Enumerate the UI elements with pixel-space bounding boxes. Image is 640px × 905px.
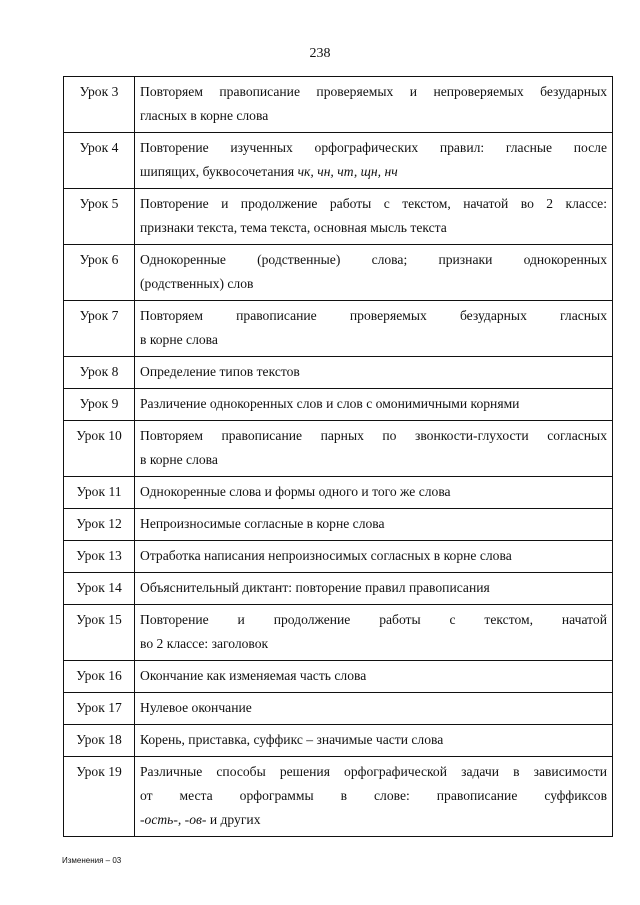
lesson-topic: Непроизносимые согласные в корне слова — [135, 509, 613, 541]
lesson-number: Урок 9 — [64, 389, 135, 421]
lesson-topic: Окончание как изменяемая часть слова — [135, 661, 613, 693]
lesson-topic: Повторяем правописание парных по звонкости-глухости согласных в корне слова — [135, 421, 613, 477]
lesson-topic: Отработка написания непроизносимых согласных в корне слова — [135, 541, 613, 573]
table-row — [64, 605, 613, 661]
lesson-number: Урок 4 — [64, 133, 135, 189]
lesson-number: Урок 18 — [64, 725, 135, 757]
table-row — [64, 357, 613, 389]
lesson-topic: Повторение и продолжение работы с текстом, начатой во 2 классе: заголовок — [135, 605, 613, 661]
lesson-topic: Объяснительный диктант: повторение правил правописания — [135, 573, 613, 605]
lesson-topic: Повторение и продолжение работы с текстом, начатой во 2 классе: признаки текста, тема текста, основная мысль текста — [135, 189, 613, 245]
lesson-number: Урок 12 — [64, 509, 135, 541]
lesson-topic: Однокоренные (родственные) слова; признаки однокоренных (родственных) слов — [135, 245, 613, 301]
lesson-topic: Различение однокоренных слов и слов с омонимичными корнями — [135, 389, 613, 421]
table-row — [64, 77, 613, 133]
page-number: 238 — [309, 46, 331, 61]
table-row — [64, 541, 613, 573]
lesson-number: Урок 8 — [64, 357, 135, 389]
table-row — [64, 421, 613, 477]
lesson-number: Урок 14 — [64, 573, 135, 605]
table-row — [64, 693, 613, 725]
lesson-topic: Корень, приставка, суффикс – значимые части слова — [135, 725, 613, 757]
lesson-number: Урок 13 — [64, 541, 135, 573]
table-row — [64, 301, 613, 357]
lesson-topic: Определение типов текстов — [135, 357, 613, 389]
table-row — [64, 725, 613, 757]
table-row — [64, 757, 613, 837]
lesson-number: Урок 15 — [64, 605, 135, 661]
lesson-topic: Однокоренные слова и формы одного и того же слова — [135, 477, 613, 509]
table-row — [64, 245, 613, 301]
table-row — [64, 573, 613, 605]
italic-letter-combinations: чк, чн, чт, щн, нч — [297, 164, 398, 179]
lessons-table — [63, 76, 613, 837]
lesson-number: Урок 7 — [64, 301, 135, 357]
lesson-topic: Повторяем правописание проверяемых безударных гласных в корне слова — [135, 301, 613, 357]
lesson-topic: Нулевое окончание — [135, 693, 613, 725]
lesson-number: Урок 16 — [64, 661, 135, 693]
lesson-number: Урок 11 — [64, 477, 135, 509]
footer-revision: Изменения – 03 — [62, 856, 122, 865]
table-row — [64, 389, 613, 421]
lesson-number: Урок 6 — [64, 245, 135, 301]
table-row — [64, 661, 613, 693]
lesson-number: Урок 19 — [64, 757, 135, 837]
lesson-number: Урок 3 — [64, 77, 135, 133]
lesson-topic: Повторение изученных орфографических правил: гласные после шипящих, буквосочетания чк, чн, чт, щн, нч — [135, 133, 613, 189]
lesson-number: Урок 5 — [64, 189, 135, 245]
table-row — [64, 509, 613, 541]
lesson-number: Урок 17 — [64, 693, 135, 725]
italic-suffixes: -ость-, -ов- — [140, 812, 207, 827]
lesson-topic: Различные способы решения орфографической задачи в зависимости от места орфограммы в слове: правописание суффиксов -ость-, -ов- и других — [135, 757, 613, 837]
table-row — [64, 189, 613, 245]
table-row — [64, 477, 613, 509]
lesson-topic: Повторяем правописание проверяемых и непроверяемых безударных гласных в корне слова — [135, 77, 613, 133]
table-row — [64, 133, 613, 189]
lesson-number: Урок 10 — [64, 421, 135, 477]
